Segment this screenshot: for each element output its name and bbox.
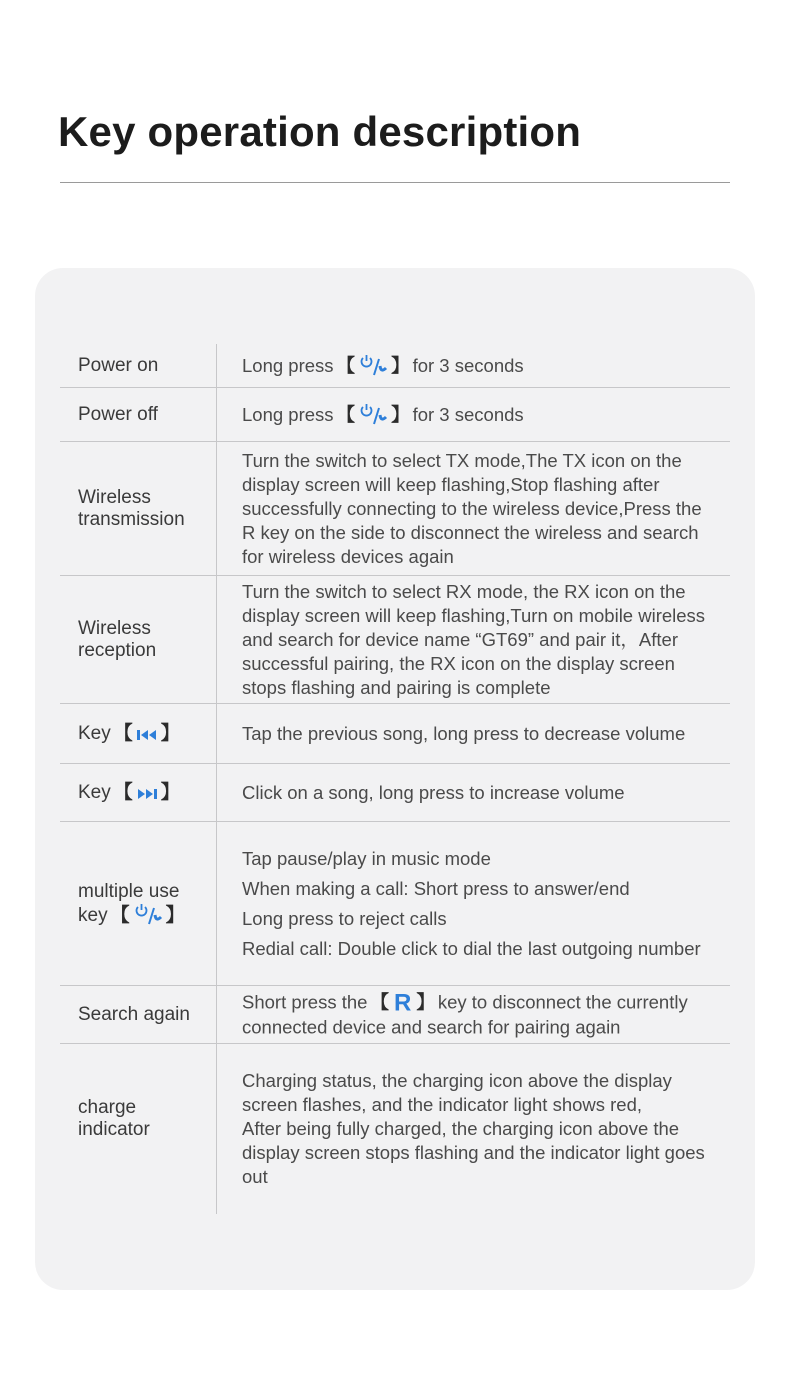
title-divider xyxy=(60,182,730,183)
table-row-power-on xyxy=(60,344,730,388)
row-label: Power off xyxy=(78,404,158,425)
table-row-wireless-transmission xyxy=(60,442,730,576)
row-label: Key 【 】 xyxy=(78,782,180,803)
row-label: charge indicator xyxy=(78,1096,150,1140)
table-row-key-next xyxy=(60,764,730,822)
page-title: Key operation description xyxy=(58,108,582,155)
row-label: Wireless reception xyxy=(78,618,157,661)
row-label: Power on xyxy=(78,355,159,376)
row-description: Tap the previous song, long press to decrease volume xyxy=(242,723,686,744)
power-call-icon xyxy=(358,403,388,425)
table-row-charge-indicator xyxy=(60,1044,730,1214)
row-description: Turn the switch to select RX mode, the RX icon on the display screen will keep flashing,Turn on mobile wireless and search for device name “GT69” and pair it，After successful pairing, the RX icon on the display screen stops flashing and pairing is complete xyxy=(242,581,706,698)
power-call-icon xyxy=(358,354,388,376)
table-row-multiple-use-key xyxy=(60,822,730,986)
table-row-key-previous xyxy=(60,704,730,764)
row-label: Wireless transmission xyxy=(78,487,185,530)
row-description: Long press 【 】 for 3 seconds xyxy=(242,404,524,425)
table-row-search-again xyxy=(60,986,730,1044)
row-description: Click on a song, long press to increase volume xyxy=(242,782,625,803)
row-label: multiple use key 【 】 xyxy=(78,881,185,926)
power-call-icon xyxy=(133,903,163,925)
row-label: Search again xyxy=(78,1004,190,1025)
r-key-icon: R xyxy=(393,989,412,1017)
next-track-icon xyxy=(136,786,158,802)
row-description: Long press 【 】 for 3 seconds xyxy=(242,355,524,376)
previous-track-icon xyxy=(136,727,158,743)
table-row-power-off xyxy=(60,388,730,442)
row-description: Tap pause/play in music mode When making a call: Short press to answer/end Long press to reject calls Redial call: Double click to dial the last outgoing number xyxy=(242,848,701,959)
row-description: Charging status, the charging icon above the display screen flashes, and the indicator light shows red, After being fully charged, the charging icon above the display screen stops flashing and the indicator light goes out xyxy=(242,1070,705,1187)
row-description: Short press the 【 R 】 key to disconnect the currently connected device and search for pairing again xyxy=(242,989,688,1038)
row-description: Turn the switch to select TX mode,The TX icon on the display screen will keep flashing,Stop flashing after successfully connecting to the wireless device,Press the R key on the side to disconnect the wireless and search for wireless devices again xyxy=(242,450,702,567)
row-label: Key 【 】 xyxy=(78,723,180,744)
table-row-wireless-reception xyxy=(60,576,730,704)
